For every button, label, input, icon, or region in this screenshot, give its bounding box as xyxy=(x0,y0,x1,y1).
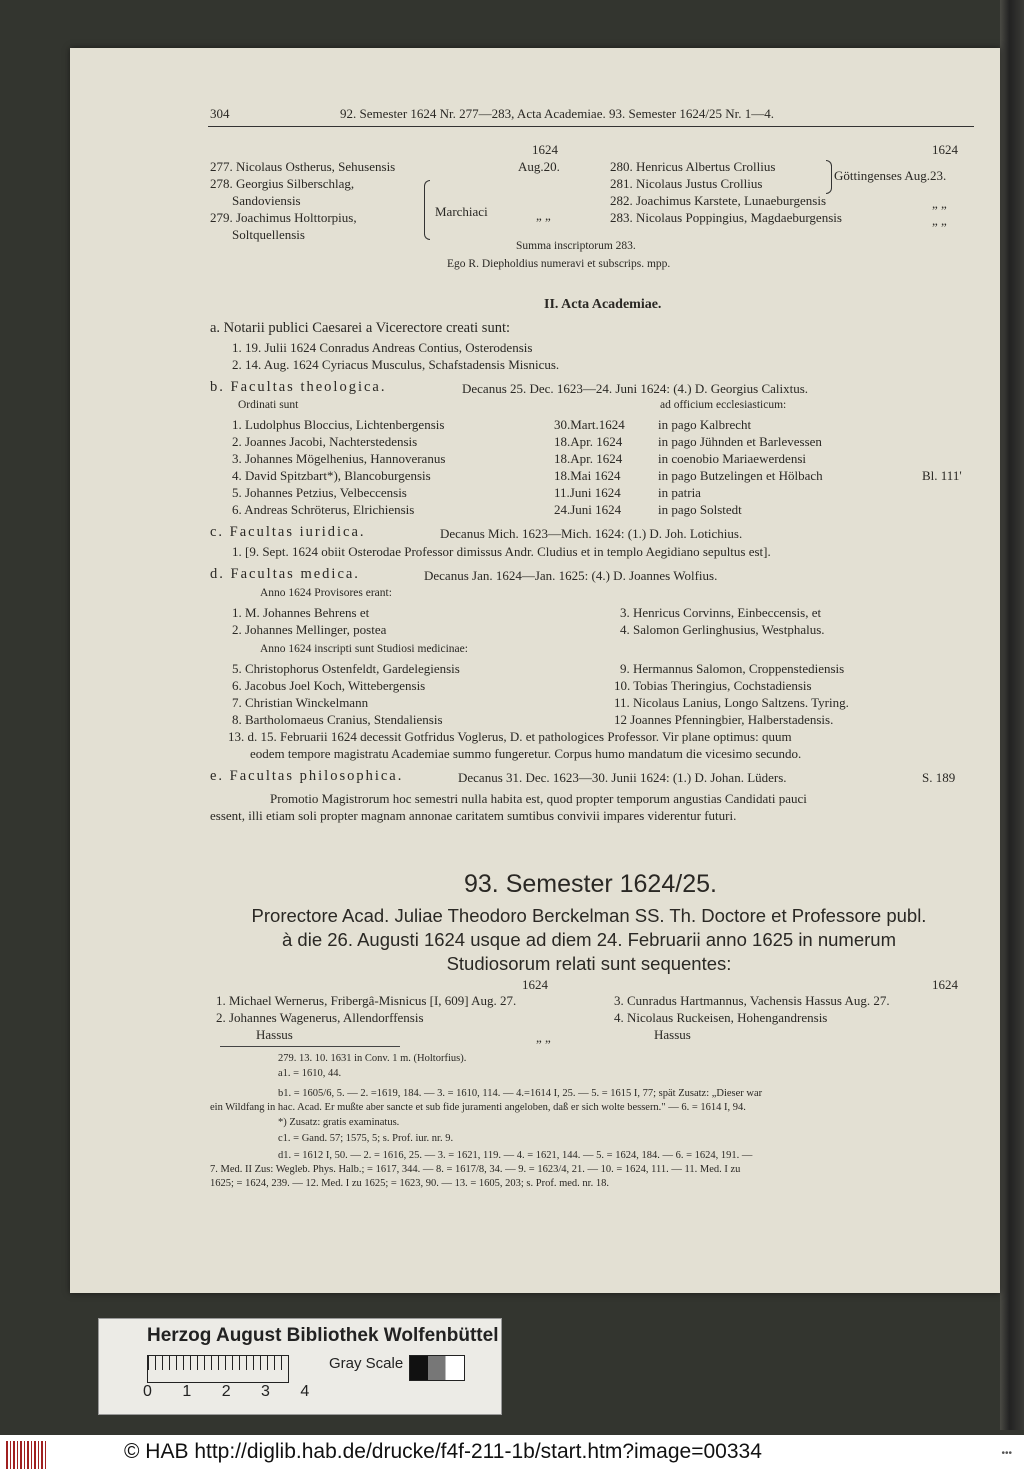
med-student-5: 5. Christophorus Ostenfeldt, Gardelegiensis xyxy=(232,661,460,676)
hab-logo-icon xyxy=(6,1441,46,1469)
entry-277-date: Aug.20. xyxy=(518,159,560,174)
med-student-10: 10. Tobias Theringius, Cochstadiensis xyxy=(614,678,812,693)
year-label-right: 1624 xyxy=(932,142,958,157)
ad-officium-label: ad officium ecclesiasticum: xyxy=(660,399,787,411)
ordinatus-4-note: Bl. 111' xyxy=(922,468,962,483)
gray-swatch xyxy=(409,1355,465,1381)
footnote-b1-cont: ein Wildfang in hac. Acad. Er mußte aber sancte et sub fide juramenti angeloben, daß er sich wolte bessern." — 6. = 1614 I, 94. xyxy=(210,1102,746,1113)
ordinatus-6-name: 6. Andreas Schröterus, Elrichiensis xyxy=(232,502,415,517)
med-item-13-line2: eodem tempore magistratu Academiae summo fungeretur. Corpus humo mandatum die vicesimo secundo. xyxy=(250,746,802,761)
notary-2: 2. 14. Aug. 1624 Cyriacus Musculus, Schafstadensis Misnicus. xyxy=(232,357,560,372)
ordinatus-3-name: 3. Johannes Mögelhenius, Hannoveranus xyxy=(232,451,446,466)
entry-283-date: „ „ xyxy=(932,213,947,228)
faculty-law-dean: Decanus Mich. 1623—Mich. 1624: (1.) D. Joh. Lotichius. xyxy=(440,526,743,541)
footnote-d1: d1. = 1612 I, 50. — 2. = 1616, 25. — 3. = 1621, 119. — 4. = 1621, 144. — 5. = 1624, 184. — 6. = 1624, 191. — xyxy=(278,1150,753,1161)
med-student-11: 11. Nicolaus Lanius, Longo Saltzens. Tyring. xyxy=(614,695,849,710)
notary-1: 1. 19. Julii 1624 Conradus Andreas Contius, Osterodensis xyxy=(232,340,533,355)
med-item-13-line1: 13. d. 15. Februarii 1624 decessit Gotfridus Voglerus, D. et pathologices Professor. Vir plane optimus: quum xyxy=(228,729,792,744)
sem93-entry-2-date: „ „ xyxy=(536,1030,551,1045)
ordinatus-6-place: in pago Solstedt xyxy=(658,502,742,517)
footnote-279: 279. 13. 10. 1631 in Conv. 1 m. (Holtorfius). xyxy=(278,1053,467,1064)
ordinatus-1-name: 1. Ludolphus Bloccius, Lichtenbergensis xyxy=(232,417,445,432)
ordinatus-3-place: in coenobio Mariaewerdensi xyxy=(658,451,807,466)
footnote-rule xyxy=(220,1046,400,1047)
ordinatus-4-name: 4. David Spitzbart*), Blancoburgensis xyxy=(232,468,431,483)
sem93-entry-2-origin: Hassus xyxy=(256,1027,293,1042)
provisores-label: Anno 1624 Provisores erant: xyxy=(260,587,392,599)
philosophy-text-1: Promotio Magistrorum hoc semestri nulla habita est, quod propter temporum angustias Candidati pauci xyxy=(270,791,807,806)
provisor-1: 1. M. Johannes Behrens et xyxy=(232,605,370,620)
marchiaci-date: „ „ xyxy=(536,208,551,223)
semester-93-subtitle-1: Prorectore Acad. Juliae Theodoro Berckelman SS. Th. Doctore et Professore publ. xyxy=(251,905,927,926)
footnote-c1: c1. = Gand. 57; 1575, 5; s. Prof. iur. nr. 9. xyxy=(278,1133,454,1144)
sem93-entry-2: 2. Johannes Wagenerus, Allendorffensis xyxy=(216,1010,424,1025)
entry-277: 277. Nicolaus Ostherus, Sehusensis xyxy=(210,159,396,174)
faculty-theology-dean: Decanus 25. Dec. 1623—24. Juni 1624: (4.) D. Georgius Calixtus. xyxy=(462,381,809,396)
provisor-2: 2. Johannes Mellinger, postea xyxy=(232,622,387,637)
gray-scale-label: Gray Scale xyxy=(329,1355,404,1372)
med-student-7: 7. Christian Winckelmann xyxy=(232,695,369,710)
sem93-entry-1: 1. Michael Wernerus, Fribergâ-Misnicus [I, 609] Aug. 27. xyxy=(216,993,517,1008)
document-page xyxy=(70,48,1000,1293)
ordinatus-5-name: 5. Johannes Petzius, Velbeccensis xyxy=(232,485,407,500)
section-title-acta: II. Acta Academiae. xyxy=(544,297,662,312)
philosophy-text-2: essent, illi etiam soli propter magnam annonae caritatem sumtibus convivii impares viderentur futuri. xyxy=(210,808,737,823)
faculty-philosophy-label: e. Facultas philosophica. xyxy=(210,768,404,784)
semester-93-subtitle-3: Studiosorum relati sunt sequentes: xyxy=(446,953,732,974)
semester-93-subtitle-2: à die 26. Augusti 1624 usque ad diem 24. Februarii anno 1625 in numerum xyxy=(282,929,896,950)
gray-scale-card xyxy=(98,1318,502,1415)
faculty-medicine-label: d. Facultas medica. xyxy=(210,566,360,582)
sem93-entry-4-origin: Hassus xyxy=(654,1027,691,1042)
ordinatus-3-date: 18.Apr. 1624 xyxy=(554,451,623,466)
running-head: 92. Semester 1624 Nr. 277—283, Acta Academiae. 93. Semester 1624/25 Nr. 1—4. xyxy=(340,106,774,121)
entry-283: 283. Nicolaus Poppingius, Magdaeburgensis xyxy=(610,210,842,225)
summa-line: Summa inscriptorum 283. xyxy=(516,240,636,252)
brace-goettingenses xyxy=(826,160,832,194)
ordinatus-5-date: 11.Juni 1624 xyxy=(554,485,621,500)
provisor-3: 3. Henricus Corvinns, Einbeccensis, et xyxy=(620,605,822,620)
entry-280: 280. Henricus Albertus Crollius xyxy=(610,159,776,174)
book-spine xyxy=(1000,0,1024,1430)
med-student-8: 8. Bartholomaeus Cranius, Stendaliensis xyxy=(232,712,443,727)
goettingenses-label: Göttingenses Aug.23. xyxy=(834,168,947,183)
footer-dots: ••• xyxy=(1001,1448,1012,1459)
brace-marchiaci xyxy=(424,180,430,240)
footnote-d1-cont2: 1625; = 1624, 239. — 12. Med. I zu 1625; = 1623, 90. — 13. = 1605, 203; s. Prof. med. nr. 18. xyxy=(210,1178,609,1189)
inscripti-label: Anno 1624 inscripti sunt Studiosi medicinae: xyxy=(260,643,468,655)
marchiaci-label: Marchiaci xyxy=(435,204,488,219)
entry-281: 281. Nicolaus Justus Crollius xyxy=(610,176,763,191)
ruler-ticks xyxy=(148,1356,288,1370)
ordinatus-1-place: in pago Kalbrecht xyxy=(658,417,752,432)
ordinatus-2-place: in pago Jühnden et Barlevessen xyxy=(658,434,822,449)
entry-278: 278. Georgius Silberschlag, xyxy=(210,176,355,191)
faculty-law-label: c. Facultas iuridica. xyxy=(210,524,366,540)
med-student-9: 9. Hermannus Salomon, Croppenstediensis xyxy=(620,661,845,676)
faculty-philosophy-note: S. 189 xyxy=(922,770,956,785)
med-student-12: 12 Joannes Pfenningbier, Halberstadensis. xyxy=(614,712,834,727)
sem93-year-left: 1624 xyxy=(522,977,548,992)
med-student-6: 6. Jacobus Joel Koch, Wittebergensis xyxy=(232,678,426,693)
faculty-medicine-dean: Decanus Jan. 1624—Jan. 1625: (4.) D. Joannes Wolfius. xyxy=(424,568,718,583)
entry-279-place: Soltquellensis xyxy=(232,227,305,242)
year-label-left: 1624 xyxy=(532,142,558,157)
ordinatus-4-place: in pago Butzelingen et Hölbach xyxy=(658,468,823,483)
sem93-entry-3: 3. Cunradus Hartmannus, Vachensis Hassus Aug. 27. xyxy=(614,993,890,1008)
provisor-4: 4. Salomon Gerlinghusius, Westphalus. xyxy=(620,622,825,637)
signature-line: Ego R. Diepholdius numeravi et subscrips. mpp. xyxy=(447,258,671,270)
sem93-entry-4: 4. Nicolaus Ruckeisen, Hohengandrensis xyxy=(614,1010,828,1025)
ordinati-label: Ordinati sunt xyxy=(238,399,299,411)
ruler-scale xyxy=(147,1355,289,1383)
ruler-numbers: 0 1 2 3 4 xyxy=(143,1383,310,1400)
entry-282: 282. Joachimus Karstete, Lunaeburgensis xyxy=(610,193,827,208)
footnote-b1: b1. = 1605/6, 5. — 2. =1619, 184. — 3. = 1610, 114. — 4.=1614 I, 25. — 5. = 1615 I, 77; spät Zusatz: „Dieser war xyxy=(278,1088,763,1099)
faculty-philosophy-dean: Decanus 31. Dec. 1623—30. Junii 1624: (1.) D. Johan. Lüders. xyxy=(458,770,787,785)
section-a-heading: a. Notarii publici Caesarei a Vicerectore creati sunt: xyxy=(210,320,511,336)
entry-282-date: „ „ xyxy=(932,196,947,211)
page-number: 304 xyxy=(210,106,230,121)
sem93-year-right: 1624 xyxy=(932,977,958,992)
semester-93-title: 93. Semester 1624/25. xyxy=(464,870,717,898)
ordinatus-2-name: 2. Joannes Jacobi, Nachterstedensis xyxy=(232,434,418,449)
library-name: Herzog August Bibliothek Wolfenbüttel xyxy=(147,1325,499,1346)
footer-bar xyxy=(0,1435,1024,1475)
entry-278-place: Sandoviensis xyxy=(232,193,301,208)
ordinatus-6-date: 24.Juni 1624 xyxy=(554,502,622,517)
faculty-theology-label: b. Facultas theologica. xyxy=(210,379,387,395)
law-item-1: 1. [9. Sept. 1624 obiit Osterodae Professor dimissus Andr. Cludius et in templo Aegidiano sepultus est]. xyxy=(232,544,771,559)
ordinatus-2-date: 18.Apr. 1624 xyxy=(554,434,623,449)
entry-279: 279. Joachimus Holttorpius, xyxy=(210,210,357,225)
ordinatus-4-date: 18.Mai 1624 xyxy=(554,468,621,483)
ordinatus-1-date: 30.Mart.1624 xyxy=(554,417,625,432)
header-rule xyxy=(208,126,974,127)
footnote-a1: a1. = 1610, 44. xyxy=(278,1068,342,1079)
copyright-link[interactable]: © HAB http://diglib.hab.de/drucke/f4f-211-1b/start.htm?image=00334 xyxy=(124,1440,762,1463)
footnote-asterisk: *) Zusatz: gratis examinatus. xyxy=(278,1117,400,1128)
footnote-d1-cont1: 7. Med. II Zus: Wegleb. Phys. Halb.; = 1617, 344. — 8. = 1617/8, 34. — 9. = 1623/4, 21. — 10. = 1624, 111. — 11. Med. I zu xyxy=(210,1164,741,1175)
ordinatus-5-place: in patria xyxy=(658,485,701,500)
